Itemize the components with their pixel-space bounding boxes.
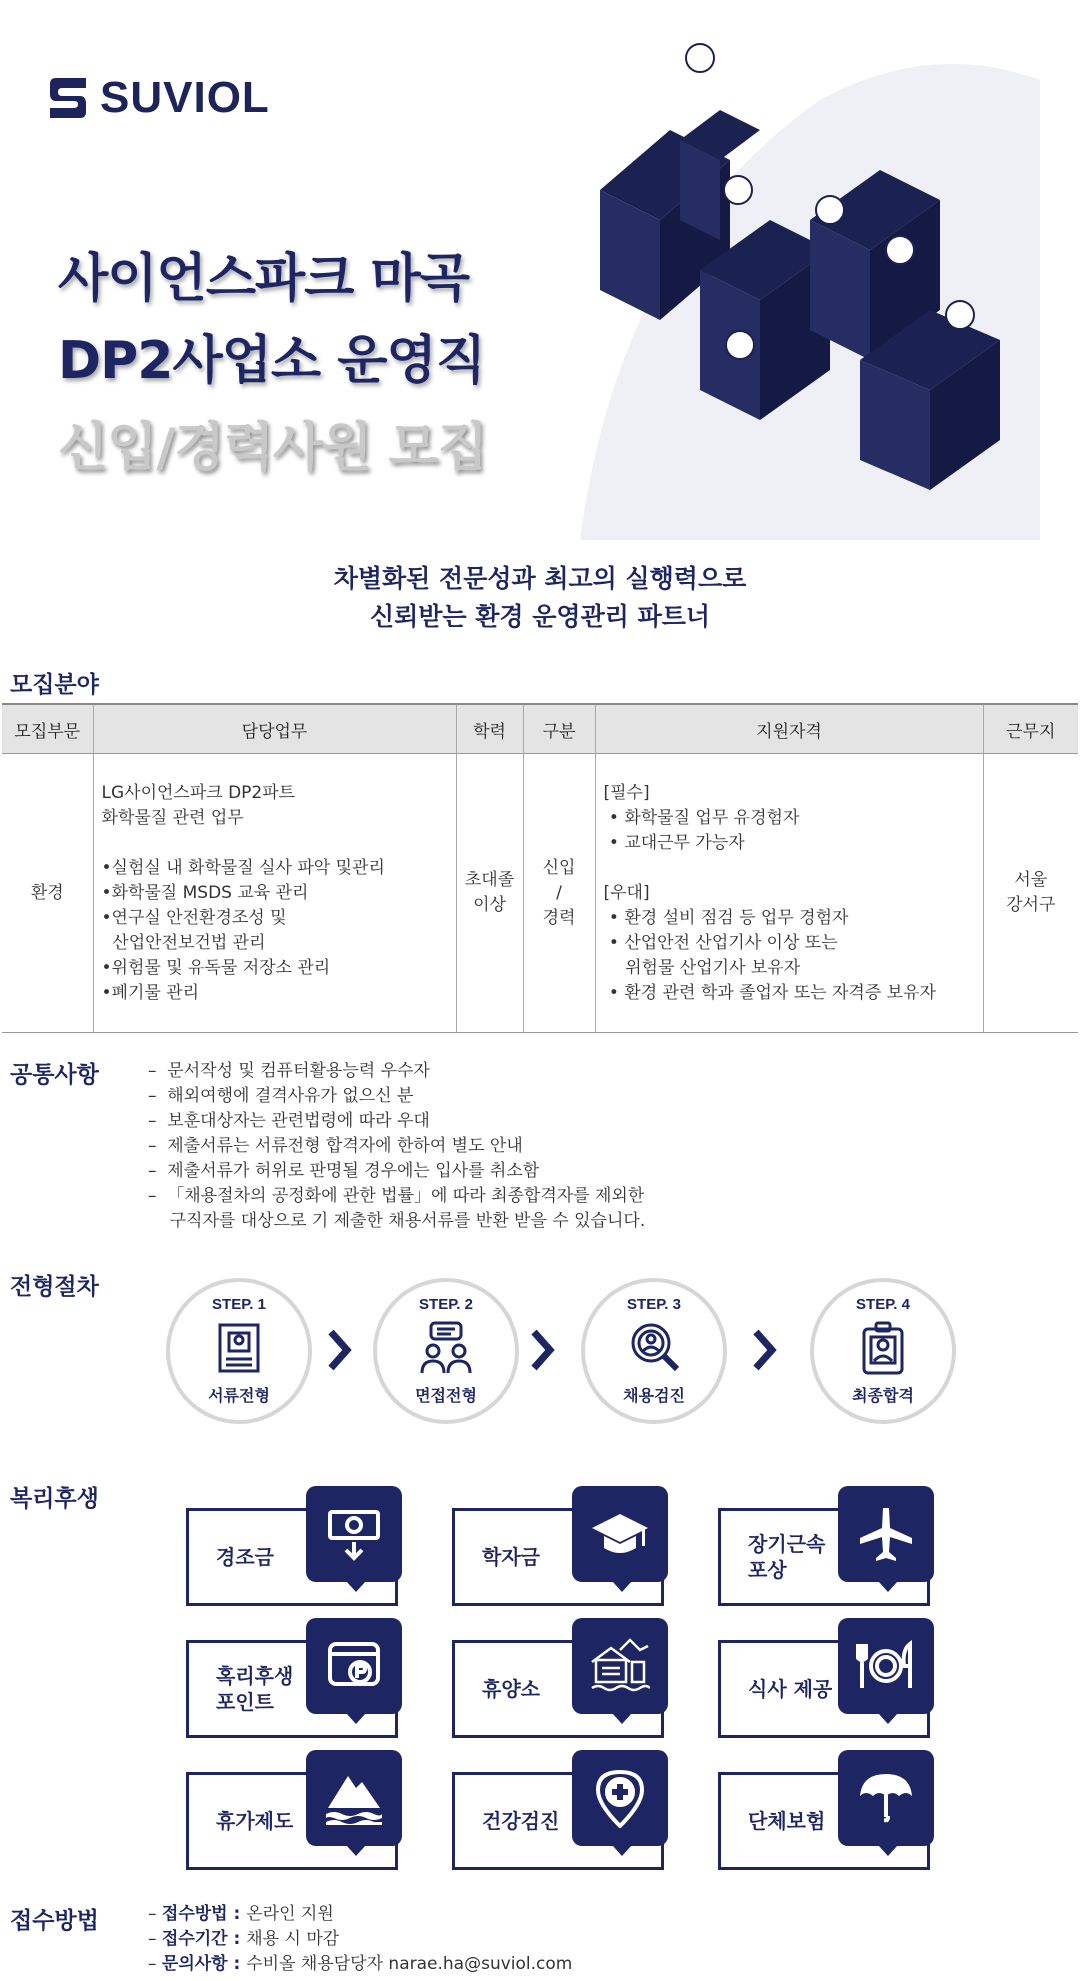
list-item: – 제출서류가 허위로 판명될 경우에는 입사를 취소함	[148, 1161, 540, 1181]
list-item: – 제출서류는 서류전형 합격자에 한하여 별도 안내	[148, 1136, 523, 1156]
welfare-icon-tile	[306, 1486, 402, 1582]
welfare-card-pointer	[612, 1713, 632, 1724]
recruit-illustration	[560, 40, 1040, 540]
badge-icon	[856, 1321, 910, 1375]
welfare-label: 휴가제도	[216, 1809, 294, 1833]
location-line: 강서구	[1006, 895, 1056, 915]
apply-list	[148, 1902, 572, 1977]
apply-section-title: 접수방법	[10, 1908, 99, 1934]
slogan-line-1: 차별화된 전문성과 최고의 실행력으로	[333, 564, 747, 593]
resort-icon	[590, 1636, 650, 1696]
cell-duties	[93, 754, 456, 1033]
welfare-icon-tile	[838, 1486, 934, 1582]
welfare-card-pointer	[878, 1845, 898, 1856]
chevron-right-icon	[752, 1328, 778, 1372]
suviol-logo-icon	[44, 74, 92, 122]
step-number: STEP. 3	[627, 1296, 681, 1313]
duty-line: 화학물질 관련 업무	[101, 807, 244, 828]
welfare-icon-tile	[838, 1750, 934, 1846]
step-label: 최종합격	[852, 1386, 914, 1405]
headline-line-2: DP2사업소 운영직	[58, 331, 485, 391]
point-card-icon	[324, 1636, 384, 1696]
money-icon	[324, 1504, 384, 1564]
chevron-right-icon	[327, 1328, 353, 1372]
welfare-icon-tile	[306, 1750, 402, 1846]
location-line: 서울	[1014, 870, 1048, 890]
medical-icon	[590, 1768, 650, 1828]
step-label: 면접전형	[415, 1386, 477, 1405]
list-item: – 「채용절차의 공정화에 관한 법률」에 따라 최종합격자를 제외한	[148, 1186, 645, 1206]
list-item: 구직자를 대상으로 기 제출한 채용서류를 반환 받을 수 있습니다.	[148, 1211, 646, 1231]
table-row	[2, 754, 1078, 1033]
duty-line	[102, 831, 455, 856]
welfare-icon-tile	[572, 1750, 668, 1846]
list-item: – 보훈대상자는 관련법령에 따라 우대	[148, 1111, 430, 1131]
welfare-label: 혹리후생 포인트	[216, 1664, 294, 1714]
type-line: 신입	[542, 857, 576, 878]
apply-value: 수비올 채용담당자 narae.ha@suviol.com	[246, 1954, 573, 1974]
header-education: 학력	[456, 704, 523, 754]
table-header-row	[2, 704, 1078, 754]
welfare-card-pointer	[346, 1713, 366, 1724]
step-number: STEP. 1	[212, 1296, 266, 1313]
qualification-line: • 화학물질 업무 유경험자	[603, 807, 800, 828]
education-line: 이상	[473, 895, 506, 915]
welfare-icon-tile	[838, 1618, 934, 1714]
header-qualifications: 지원자격	[595, 704, 983, 754]
qualification-line	[604, 856, 982, 881]
header-type: 구분	[523, 704, 595, 754]
qualification-line: • 산업안전 산업기사 이상 또는	[603, 932, 838, 953]
header-location: 근무지	[983, 704, 1078, 754]
checkup-icon	[627, 1321, 681, 1375]
type-line: 경력	[542, 907, 576, 928]
type-line: /	[556, 882, 562, 903]
document-icon	[212, 1321, 266, 1375]
welfare-card-pointer	[612, 1845, 632, 1856]
interview-icon	[419, 1321, 473, 1375]
brand-logo	[44, 72, 306, 124]
welfare-label: 휴양소	[482, 1677, 540, 1701]
apply-key: 접수기간	[161, 1929, 228, 1949]
education-line: 초대졸	[464, 870, 515, 890]
welfare-card	[186, 1486, 402, 1614]
step-3	[581, 1278, 727, 1424]
welfare-label: 건강검진	[482, 1809, 560, 1833]
duty-line: •연구실 안전환경조성 및	[101, 907, 287, 928]
welfare-label: 학자금	[482, 1545, 540, 1569]
header-duties: 담당업무	[93, 704, 456, 754]
list-item: – 문서작성 및 컴퓨터활용능력 우수자	[148, 1061, 430, 1081]
welfare-card	[718, 1618, 934, 1746]
welfare-card	[186, 1750, 402, 1878]
qualification-line: • 교대근무 가능자	[603, 832, 745, 853]
welfare-card-pointer	[346, 1581, 366, 1592]
welfare-section-title: 복리후생	[10, 1486, 99, 1512]
qualification-line: [우대]	[603, 882, 650, 903]
duty-line: 산업안전보건법 관리	[101, 932, 266, 953]
recruit-table	[2, 703, 1078, 1033]
duty-line: LG사이언스파크 DP2파트	[101, 782, 296, 803]
step-label: 서류전형	[208, 1386, 270, 1405]
welfare-label: 장기근속 포상	[748, 1532, 826, 1582]
recruit-section-title: 모집분야	[10, 672, 99, 698]
step-number: STEP. 4	[856, 1296, 910, 1313]
qualification-line: 위험물 산업기사 보유자	[603, 957, 801, 978]
welfare-card	[452, 1486, 668, 1614]
welfare-card-pointer	[612, 1581, 632, 1592]
welfare-label: 식사 제공	[748, 1677, 833, 1701]
cell-location	[983, 754, 1078, 1033]
welfare-icon-tile	[572, 1486, 668, 1582]
step-1	[166, 1278, 312, 1424]
step-number: STEP. 2	[419, 1296, 473, 1313]
process-section-title: 전형절차	[10, 1274, 99, 1300]
headline-line-1: 사이언스파크 마곡	[58, 249, 469, 309]
qualification-line: • 환경 설비 점검 등 업무 경험자	[603, 907, 849, 928]
mountain-icon	[324, 1768, 384, 1828]
meal-icon	[856, 1636, 916, 1696]
common-list	[148, 1059, 645, 1234]
apply-value: 온라인 지원	[246, 1904, 334, 1924]
duty-line: •위험물 및 유독물 저장소 관리	[101, 957, 331, 978]
step-4	[810, 1278, 956, 1424]
duty-line: •폐기물 관리	[101, 982, 200, 1003]
welfare-icon-tile	[306, 1618, 402, 1714]
apply-item: – 문의사항 : 수비올 채용담당자 narae.ha@suviol.com	[148, 1954, 573, 1974]
welfare-card-pointer	[878, 1713, 898, 1724]
chevron-right-icon	[530, 1328, 556, 1372]
headline-line-3: 신입/경력사원 모집	[58, 418, 487, 478]
welfare-label: 단체보험	[748, 1809, 826, 1833]
cell-qualifications	[595, 754, 983, 1033]
step-label: 채용검진	[623, 1386, 685, 1405]
brand-name: SUVIOL	[100, 73, 270, 122]
welfare-icon-tile	[572, 1618, 668, 1714]
welfare-card	[718, 1750, 934, 1878]
umbrella-icon	[856, 1768, 916, 1828]
welfare-card-pointer	[878, 1581, 898, 1592]
duty-line: •실험실 내 화학물질 실사 파악 및관리	[101, 857, 385, 878]
step-2	[373, 1278, 519, 1424]
airplane-icon	[856, 1504, 916, 1564]
slogan-line-2: 신뢰받는 환경 운영관리 파트너	[369, 602, 711, 631]
welfare-card	[452, 1750, 668, 1878]
welfare-card-pointer	[346, 1845, 366, 1856]
duty-line: •화학물질 MSDS 교육 관리	[101, 882, 309, 903]
qualification-line: [필수]	[603, 782, 650, 803]
welfare-label: 경조금	[216, 1545, 274, 1569]
apply-key: 문의사항	[161, 1954, 228, 1974]
apply-key: 접수방법	[161, 1904, 228, 1924]
welfare-card	[186, 1618, 402, 1746]
cell-division: 환경	[2, 754, 93, 1033]
graduation-cap-icon	[590, 1504, 650, 1564]
welfare-card	[718, 1486, 934, 1614]
apply-item: – 접수방법 : 온라인 지원	[148, 1904, 334, 1924]
apply-item: – 접수기간 : 채용 시 마감	[148, 1929, 340, 1949]
header-division: 모집부문	[2, 704, 93, 754]
apply-value: 채용 시 마감	[246, 1929, 340, 1949]
cell-type	[523, 754, 595, 1033]
cell-education	[456, 754, 523, 1033]
qualification-line: • 환경 관련 학과 졸업자 또는 자격증 보유자	[603, 982, 936, 1003]
welfare-card	[452, 1618, 668, 1746]
common-section-title: 공통사항	[10, 1062, 99, 1088]
list-item: – 해외여행에 결격사유가 없으신 분	[148, 1086, 414, 1106]
